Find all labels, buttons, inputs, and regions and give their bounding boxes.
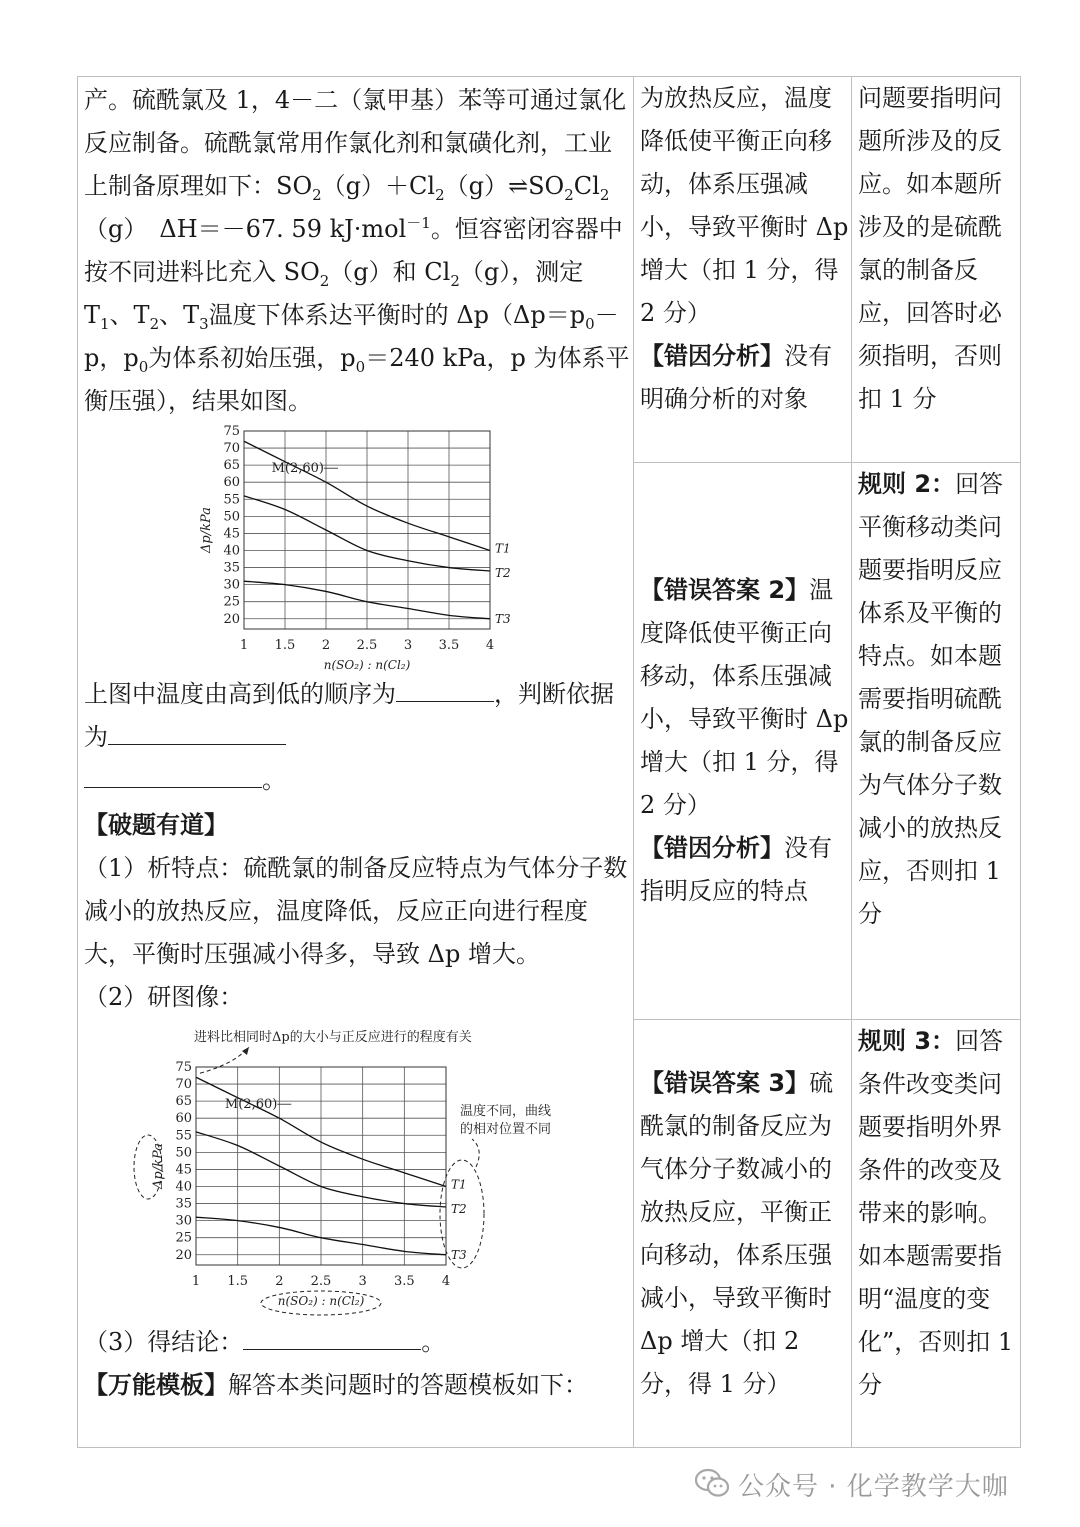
note-top: 进料比相同时Δp的大小与正反应进行的程度有关: [194, 1030, 472, 1045]
question-text: 上图中温度由高到低的顺序为 ，判断依据为 。: [84, 673, 633, 802]
x-tick-label: 2.5: [310, 1274, 332, 1289]
x-tick-label: 4: [441, 1274, 451, 1289]
y-tick-label: 70: [175, 1077, 192, 1093]
series-label-t1: T1: [451, 1177, 467, 1192]
wrong-answer-2-label: 【错误答案 2】: [640, 576, 810, 604]
x-tick-label: 1: [191, 1274, 201, 1289]
y-tick-label: 65: [223, 458, 240, 474]
y-tick-label: 60: [175, 1111, 192, 1127]
rule-cell-2: [852, 463, 1021, 1020]
y-tick-label: 50: [223, 509, 240, 525]
x-tick-label: 2.5: [356, 638, 378, 653]
wrong-answer-cell-1: [634, 77, 852, 463]
x-axis-label: n(SO₂) : n(Cl₂): [277, 1294, 365, 1308]
rule3-label: 规则 3：: [858, 1027, 956, 1055]
step1-text: （1）析特点：硫酰氯的制备反应特点为气体分子数减小的放热反应，温度降低，反应正向进行程度大，平衡时压强减小得多，导致 Δp 增大。: [84, 854, 628, 968]
rule1-text: 问题要指明问题所涉及的反应。如本题所涉及的是硫酰氯的制备反应，回答时必须指明，否则扣 1 分: [858, 84, 1002, 413]
point-m-annotation: M(2,60): [224, 1097, 278, 1113]
rule2-label: 规则 2：: [858, 470, 956, 498]
x-tick-label: 1.5: [227, 1274, 249, 1289]
rule-cell-3: [852, 1020, 1021, 1448]
x-tick-label: 2: [275, 1274, 284, 1289]
y-tick-label: 35: [223, 560, 240, 576]
wrong-answer-cell-3: [634, 1020, 852, 1448]
x-tick-label: 1.5: [274, 638, 296, 653]
y-tick-label: 30: [223, 577, 240, 593]
y-tick-label: 45: [223, 526, 240, 542]
wrong-answer-1-text: 为放热反应，温度降低使平衡正向移动，体系压强减小，导致平衡时 Δp 增大（扣 1 分，得 2 分）: [640, 84, 849, 327]
note-right-2: 的相对位置不同: [460, 1122, 552, 1137]
rule2-text: 回答平衡移动类问题要指明反应体系及平衡的特点。如本题需要指明硫酰氯的制备反应为气体分子数减小的放热反应，否则扣 1 分: [858, 470, 1004, 928]
y-tick-label: 55: [223, 492, 240, 508]
note-right-arrow: [472, 1139, 479, 1167]
y-tick-label: 20: [175, 1247, 192, 1263]
series-label-t2: T2: [495, 565, 511, 580]
y-tick-label: 40: [223, 543, 240, 559]
chart-delta-p-2: [84, 1019, 624, 1319]
footer-watermark: 公众号 · 化学教学大咖: [738, 1472, 1009, 1502]
series-label-t2: T2: [451, 1201, 467, 1216]
y-tick-label: 70: [223, 441, 240, 457]
note-right-1: 温度不同，曲线: [460, 1104, 552, 1119]
y-tick-label: 30: [175, 1213, 192, 1229]
point-m-annotation: M(2,60): [271, 461, 324, 477]
y-tick-label: 75: [175, 1060, 192, 1075]
series-label-t3: T3: [451, 1247, 467, 1262]
y-tick-label: 25: [223, 594, 240, 610]
y-tick-label: 50: [175, 1145, 192, 1161]
note-top-arrow: [200, 1047, 249, 1073]
x-tick-label: 4: [485, 638, 495, 653]
wrong-answer-2-text: 温度降低使平衡正向移动，体系压强减小，导致平衡时 Δp 增大（扣 1 分，得 2 分）: [640, 576, 849, 819]
y-tick-label: 75: [223, 424, 240, 439]
step2-text: （2）研图像：: [84, 983, 244, 1011]
y-tick-label: 40: [175, 1179, 192, 1195]
heading-potiyoudao: 【破题有道】: [84, 811, 228, 839]
y-tick-label: 20: [223, 611, 240, 627]
main-table: [77, 76, 1021, 1448]
error-analysis-2: 【错因分析】没有指明反应的特点: [640, 834, 832, 905]
y-axis-label: Δp/kPa: [151, 1143, 166, 1189]
x-tick-label: 1: [239, 638, 249, 653]
wrong-answer-cell-2: [634, 463, 852, 1020]
y-tick-label: 65: [175, 1094, 192, 1110]
rule-cell-1: [852, 77, 1021, 463]
x-axis-label: n(SO₂) : n(Cl₂): [323, 658, 411, 672]
y-tick-label: 55: [175, 1128, 192, 1144]
y-axis-label: Δp/kPa: [199, 507, 214, 553]
x-tick-label: 3: [358, 1274, 367, 1289]
content-column: [78, 77, 634, 1448]
wechat-icon: [695, 1468, 729, 1502]
step3-text: （3）得结论： 。: [84, 1321, 633, 1364]
x-tick-label: 3.5: [393, 1274, 415, 1289]
series-label-t3: T3: [495, 611, 511, 626]
wrong-answer-3-text: 硫酰氯的制备反应为气体分子数减小的放热反应，平衡正向移动，体系压强减小，导致平衡时 Δp 增大（扣 2 分，得 1 分）: [640, 1068, 834, 1398]
y-tick-label: 25: [175, 1230, 192, 1246]
wrong-answer-3-label: 【错误答案 3】: [640, 1068, 810, 1097]
y-tick-label: 35: [175, 1196, 192, 1212]
series-label-t1: T1: [495, 541, 511, 556]
x-tick-label: 3.5: [438, 638, 460, 653]
note-top-arrowhead: [242, 1047, 249, 1055]
x-tick-label: 3: [403, 638, 413, 653]
rule3-text: 回答条件改变类问题要指明外界条件的改变及带来的影响。如本题需要指明“温度的变化”，否则扣 1 分: [858, 1027, 1014, 1399]
chart-delta-p-1: [84, 423, 624, 673]
error-analysis-1: 【错因分析】没有明确分析的对象: [640, 342, 832, 413]
template-text: 【万能模板】解答本类问题时的答题模板如下：: [84, 1371, 588, 1399]
y-tick-label: 45: [175, 1162, 192, 1178]
y-tick-label: 60: [223, 475, 240, 491]
problem-text: 产。硫酰氯及 1，4－二（氯甲基）苯等可通过氯化反应制备。硫酰氯常用作氯化剂和氯磺化剂，工业上制备原理如下：$SO_2(g)+Cl_2(g)\rightleftharpoons SO_2Cl_2(g)$ ΔH＝－67. 59 kJ·mol$^{-1}$。恒容密闭容器中按不同进料比充入 $SO_2(g)$和 $Cl_2(g)$，测定 $T_1$、$T_2$、$T_3$温度下体系达平衡时的 $\Delta p(\Delta p=p_0-p$，$p_0$为体系初始压强，$p_0=240$ kPa，p 为体系平衡压强），结果如图。: [84, 86, 630, 415]
x-tick-label: 2: [321, 638, 331, 653]
